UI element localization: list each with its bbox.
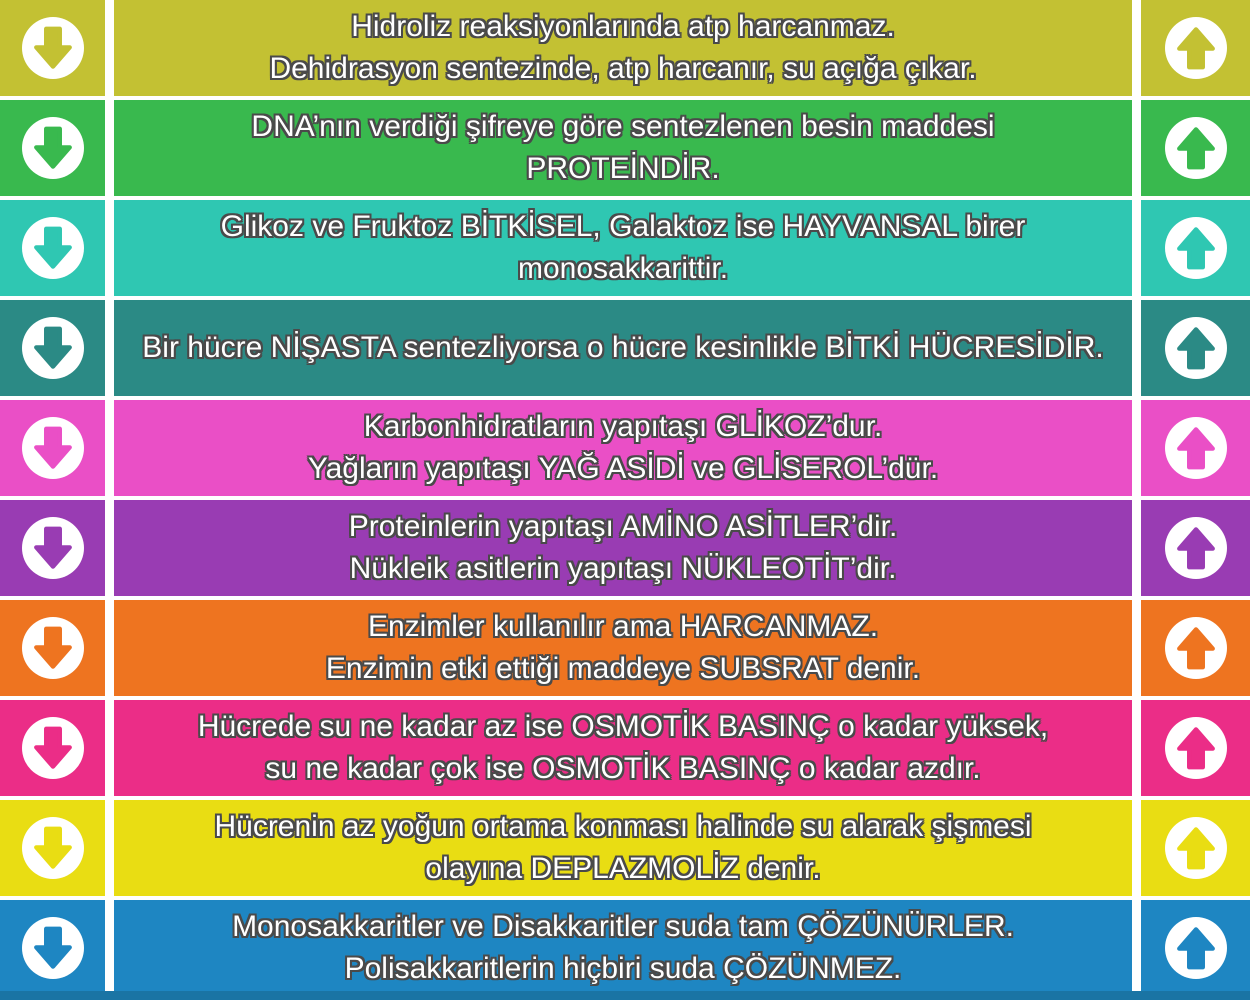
left-divider: [105, 100, 114, 196]
right-divider: [1132, 0, 1141, 96]
info-row-8: [0, 700, 1250, 800]
row-text-line: Yağların yapıtaşı YAĞ ASİDİ ve GLİSEROL’dür.: [307, 452, 939, 485]
scroll-up-button[interactable]: [1141, 500, 1250, 596]
arrow-down-icon: [22, 17, 84, 79]
left-divider: [105, 400, 114, 496]
scroll-down-button[interactable]: [0, 100, 105, 196]
row-text-line: Proteinlerin yapıtaşı AMİNO ASİTLER’dir.: [348, 510, 898, 543]
scroll-down-button[interactable]: [0, 400, 105, 496]
info-row-10: [0, 900, 1250, 1000]
scroll-up-button[interactable]: [1141, 0, 1250, 96]
left-divider: [105, 500, 114, 596]
row-text: [114, 400, 1132, 496]
scroll-down-button[interactable]: [0, 900, 105, 996]
row-text: [114, 900, 1132, 996]
left-divider: [105, 300, 114, 396]
row-text: [114, 700, 1132, 796]
row-text: [114, 200, 1132, 296]
arrow-up-icon: [1165, 17, 1227, 79]
scroll-up-button[interactable]: [1141, 600, 1250, 696]
row-text: [114, 0, 1132, 96]
info-row-7: [0, 600, 1250, 700]
row-text-line: Nükleik asitlerin yapıtaşı NÜKLEOTİT’dir.: [349, 552, 897, 585]
arrow-down-icon: [22, 317, 84, 379]
right-divider: [1132, 900, 1141, 996]
scroll-up-button[interactable]: [1141, 900, 1250, 996]
info-row-9: [0, 800, 1250, 900]
arrow-down-icon: [22, 817, 84, 879]
arrow-down-icon: [22, 117, 84, 179]
info-row-4: [0, 300, 1250, 400]
scroll-up-button[interactable]: [1141, 400, 1250, 496]
row-text-line: Polisakkaritlerin hiçbiri suda ÇÖZÜNMEZ.: [344, 952, 902, 985]
arrow-up-icon: [1165, 617, 1227, 679]
scroll-up-button[interactable]: [1141, 800, 1250, 896]
left-divider: [105, 600, 114, 696]
scroll-down-button[interactable]: [0, 200, 105, 296]
row-text: [114, 500, 1132, 596]
left-divider: [105, 800, 114, 896]
arrow-down-icon: [22, 917, 84, 979]
right-divider: [1132, 800, 1141, 896]
info-row-1: [0, 0, 1250, 100]
info-row-3: [0, 200, 1250, 300]
arrow-down-icon: [22, 417, 84, 479]
row-text-line: Enzimin etki ettiği maddeye SUBSRAT denir.: [325, 652, 921, 685]
arrow-up-icon: [1165, 517, 1227, 579]
row-text-line: Bir hücre NİŞASTA sentezliyorsa o hücre kesinlikle BİTKİ HÜCRESİDİR.: [142, 331, 1104, 364]
scroll-down-button[interactable]: [0, 0, 105, 96]
arrow-up-icon: [1165, 717, 1227, 779]
row-text: [114, 100, 1132, 196]
scroll-down-button[interactable]: [0, 600, 105, 696]
row-text-line: Hücrede su ne kadar az ise OSMOTİK BASINÇ o kadar yüksek,: [197, 710, 1049, 743]
arrow-down-icon: [22, 717, 84, 779]
scroll-up-button[interactable]: [1141, 700, 1250, 796]
right-divider: [1132, 100, 1141, 196]
info-row-5: [0, 400, 1250, 500]
scroll-up-button[interactable]: [1141, 200, 1250, 296]
scroll-down-button[interactable]: [0, 700, 105, 796]
right-divider: [1132, 300, 1141, 396]
left-divider: [105, 900, 114, 996]
arrow-up-icon: [1165, 217, 1227, 279]
left-divider: [105, 700, 114, 796]
right-divider: [1132, 200, 1141, 296]
left-divider: [105, 0, 114, 96]
scroll-down-button[interactable]: [0, 500, 105, 596]
arrow-up-icon: [1165, 317, 1227, 379]
scroll-down-button[interactable]: [0, 300, 105, 396]
row-text-line: DNA’nın verdiği şifreye göre sentezlenen besin maddesi: [251, 110, 995, 143]
row-text-line: Dehidrasyon sentezinde, atp harcanır, su açığa çıkar.: [269, 52, 977, 85]
info-row-2: [0, 100, 1250, 200]
arrow-down-icon: [22, 217, 84, 279]
right-divider: [1132, 600, 1141, 696]
row-text-line: Monosakkaritler ve Disakkaritler suda tam ÇÖZÜNÜRLER.: [232, 910, 1014, 943]
arrow-up-icon: [1165, 117, 1227, 179]
row-text-line: Enzimler kullanılır ama HARCANMAZ.: [367, 610, 879, 643]
row-text-line: olayına DEPLAZMOLİZ denir.: [425, 852, 821, 885]
scroll-down-button[interactable]: [0, 800, 105, 896]
right-divider: [1132, 700, 1141, 796]
arrow-down-icon: [22, 617, 84, 679]
arrow-up-icon: [1165, 417, 1227, 479]
row-text: [114, 800, 1132, 896]
row-text-line: Hidroliz reaksiyonlarında atp harcanmaz.: [351, 10, 895, 43]
bottom-edge-strip: [0, 991, 1250, 1000]
info-row-6: [0, 500, 1250, 600]
arrow-up-icon: [1165, 917, 1227, 979]
right-divider: [1132, 500, 1141, 596]
right-divider: [1132, 400, 1141, 496]
row-text-line: Karbonhidratların yapıtaşı GLİKOZ’dur.: [363, 410, 883, 443]
row-text-line: Glikoz ve Fruktoz BİTKİSEL, Galaktoz ise HAYVANSAL birer: [220, 210, 1026, 243]
left-divider: [105, 200, 114, 296]
row-text-line: su ne kadar çok ise OSMOTİK BASINÇ o kadar azdır.: [265, 752, 981, 785]
scroll-up-button[interactable]: [1141, 300, 1250, 396]
arrow-up-icon: [1165, 817, 1227, 879]
scroll-up-button[interactable]: [1141, 100, 1250, 196]
row-text-line: monosakkarittir.: [517, 252, 729, 285]
arrow-down-icon: [22, 517, 84, 579]
row-text-line: Hücrenin az yoğun ortama konması halinde su alarak şişmesi: [214, 810, 1032, 843]
row-text-line: PROTEİNDİR.: [526, 152, 720, 185]
row-text: [114, 600, 1132, 696]
row-text: [114, 300, 1132, 396]
